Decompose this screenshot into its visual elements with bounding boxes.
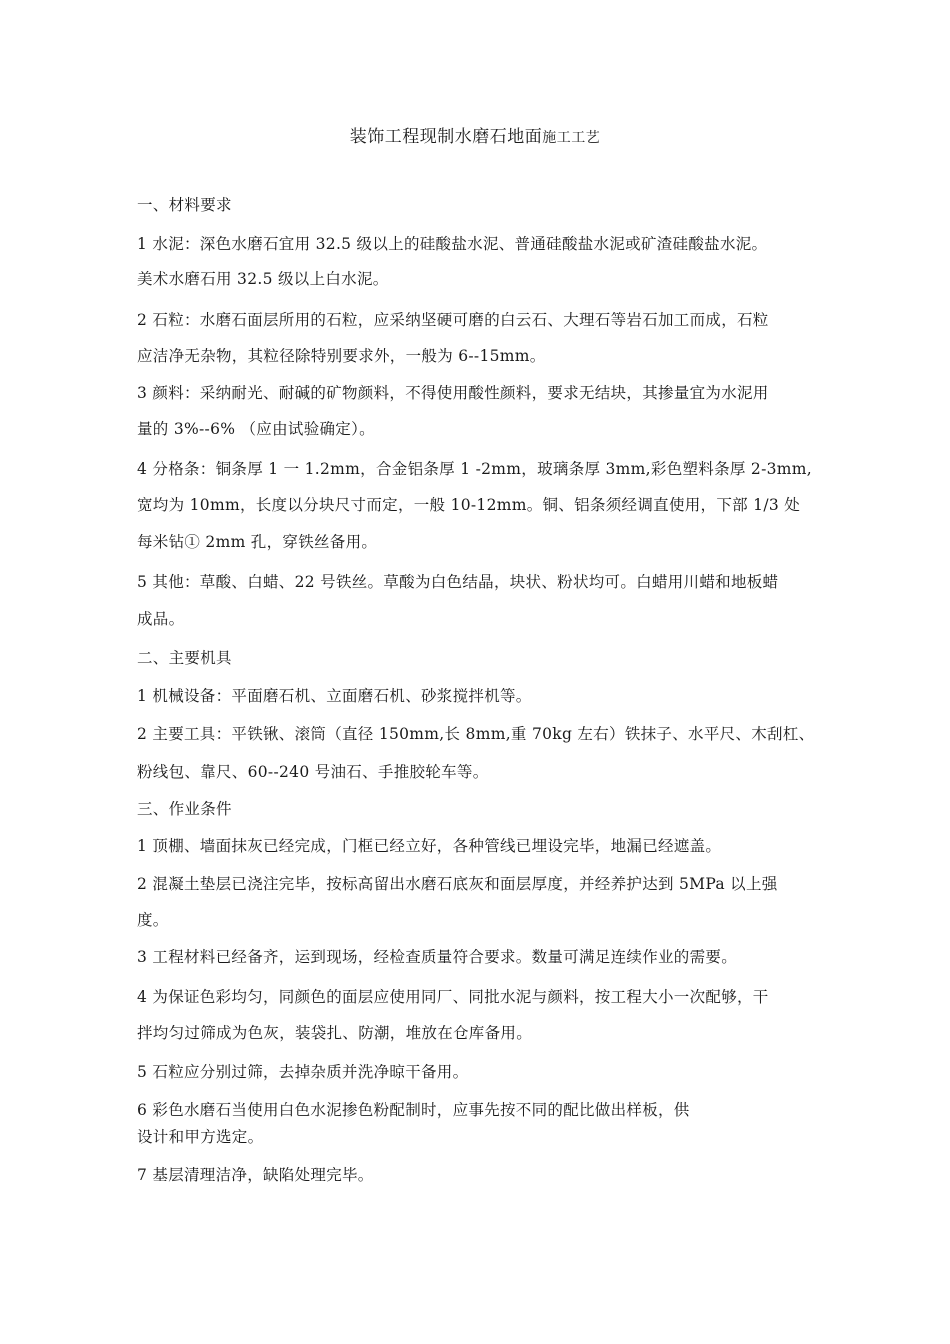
text-line: 美术水磨石用 32.5 级以上白水泥。 (137, 270, 389, 288)
text-line: 3 工程材料已经备齐，运到现场，经检查质量符合要求。数量可满足连续作业的需要。 (137, 948, 737, 966)
text-line: 拌均匀过筛成为色灰，装袋扎、防潮，堆放在仓库备用。 (137, 1024, 533, 1042)
text-line: 1 水泥：深色水磨石宜用 32.5 级以上的硅酸盐水泥、普通硅酸盐水泥或矿渣硅酸盐水泥。 (137, 235, 768, 253)
text-line: 2 主要工具：平铁锹、滚筒（直径 150mm,长 8mm,重 70kg 左右）铁抹子、水平尺、木刮杠、 (137, 725, 815, 743)
document-title (0, 122, 950, 147)
text-line: 1 顶棚、墙面抹灰已经完成，门框已经立好，各种管线已埋设完毕，地漏已经遮盖。 (137, 837, 722, 855)
text-line: 宽均为 10mm，长度以分块尺寸而定，一般 10-12mm。铜、铝条须经调直使用，下部 1/3 处 (137, 496, 801, 514)
text-line: 7 基层清理洁净，缺陷处理完毕。 (137, 1166, 374, 1184)
title-tail: 施工工艺 (542, 130, 601, 146)
text-line: 粉线包、靠尺、60--240 号油石、手推胶轮车等。 (137, 763, 489, 781)
text-line: 4 为保证色彩均匀，同颜色的面层应使用同厂、同批水泥与颜料，按工程大小一次配够，干 (137, 988, 769, 1006)
section-heading: 二、主要机具 (137, 649, 232, 667)
text-line: 3 颜料：采纳耐光、耐碱的矿物颜料，不得使用酸性颜料，要求无结块，其掺量宜为水泥用 (137, 384, 769, 402)
text-line: 应洁净无杂物，其粒径除特别要求外，一般为 6--15mm。 (137, 347, 546, 365)
text-line: 设计和甲方选定。 (137, 1128, 264, 1146)
text-line: 成品。 (137, 610, 185, 628)
text-line: 度。 (137, 911, 169, 929)
text-line: 2 石粒：水磨石面层所用的石粒，应采纳坚硬可磨的白云石、大理石等岩石加工而成，石粒 (137, 311, 769, 329)
text-line: 4 分格条：铜条厚 1 一 1.2mm，合金铝条厚 1 -2mm，玻璃条厚 3mm,彩色塑料条厚 2-3mm, (137, 460, 813, 478)
text-line: 量的 3%--6% （应由试验确定）。 (137, 420, 375, 438)
text-line: 每米钻① 2mm 孔，穿铁丝备用。 (137, 533, 378, 551)
title-main: 装饰工程现制水磨石地面 (349, 127, 543, 147)
text-line: 5 其他：草酸、白蜡、22 号铁丝。草酸为白色结晶，块状、粉状均可。白蜡用川蜡和地板蜡 (137, 573, 779, 591)
text-line: 5 石粒应分别过筛，去掉杂质并洗净晾干备用。 (137, 1063, 469, 1081)
text-line: 1 机械设备：平面磨石机、立面磨石机、砂浆搅拌机等。 (137, 687, 532, 705)
text-line: 2 混凝土垫层已浇注完毕，按标高留出水磨石底灰和面层厚度，并经养护达到 5MPa 以上强 (137, 875, 778, 893)
text-line: 6 彩色水磨石当使用白色水泥掺色粉配制时，应事先按不同的配比做出样板，供 (137, 1101, 690, 1119)
section-heading: 三、作业条件 (137, 800, 232, 818)
section-heading: 一、材料要求 (137, 196, 232, 214)
